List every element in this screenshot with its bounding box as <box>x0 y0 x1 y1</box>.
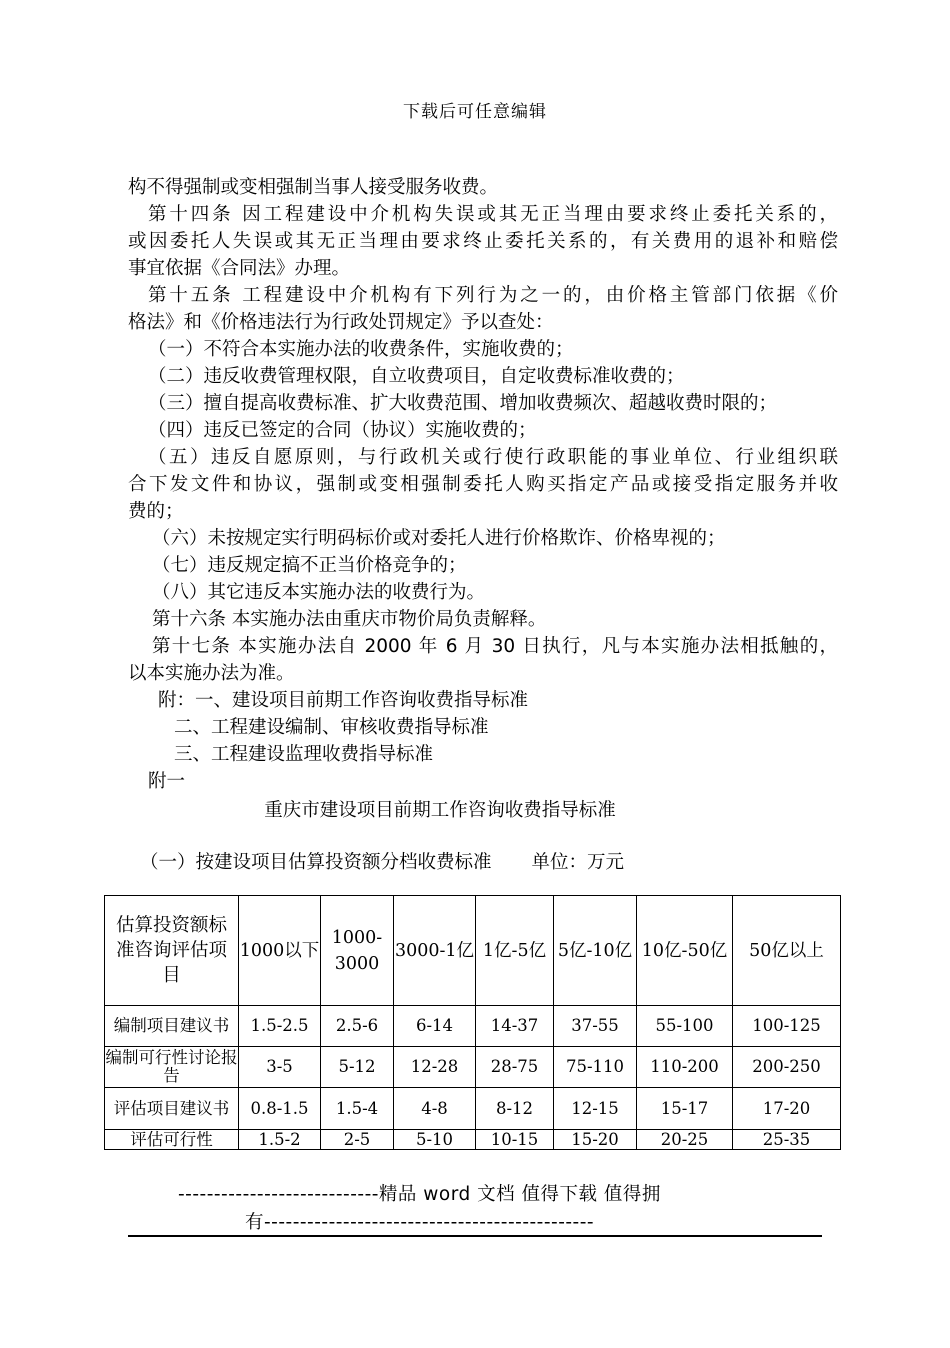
paragraph-line: 构不得强制或变相强制当事人接受服务收费。 <box>128 177 499 198</box>
row-label: 编制可行性讨论报告 <box>105 1047 239 1088</box>
page-header: 下载后可任意编辑 <box>403 102 547 122</box>
table-cell: 2-5 <box>321 1130 394 1150</box>
table-row <box>105 1088 841 1130</box>
column-header: 3000-1亿 <box>394 896 476 1006</box>
table-cell: 12-15 <box>554 1088 637 1130</box>
table-cell: 14-37 <box>476 1006 554 1047</box>
appendix-heading: 附一 <box>148 771 186 792</box>
table-cell: 28-75 <box>476 1047 554 1088</box>
table-header-row <box>105 896 841 1006</box>
paragraph-line: 合下发文件和协议，强制或变相强制委托人购买指定产品或接受指定服务并收 <box>128 474 838 495</box>
column-header: 1亿-5亿 <box>476 896 554 1006</box>
table-cell: 12-28 <box>394 1047 476 1088</box>
table-cell: 37-55 <box>554 1006 637 1047</box>
paragraph-line: 第十四条 因工程建设中介机构失误或其无正当理由要求终止委托关系的， <box>148 204 838 225</box>
paragraph-line: 费的； <box>128 501 184 522</box>
table-cell: 6-14 <box>394 1006 476 1047</box>
paragraph-line: 或因委托人失误或其无正当理由要求终止委托关系的，有关费用的退补和赔偿 <box>128 231 838 252</box>
table-cell: 1.5-4 <box>321 1088 394 1130</box>
paragraph-line: 第十五条 工程建设中介机构有下列行为之一的，由价格主管部门依据《价 <box>148 285 838 306</box>
table-corner-cell: 估算投资额标准咨询评估项目 <box>105 896 239 1006</box>
column-header: 1000-3000 <box>321 896 394 1006</box>
paragraph-line: （三）擅自提高收费标准、扩大收费范围、增加收费频次、超越收费时限的； <box>148 393 778 414</box>
table-row <box>105 1006 841 1047</box>
table-caption <box>140 848 624 874</box>
paragraph-line: （七）违反规定搞不正当价格竞争的； <box>152 555 467 576</box>
table-cell: 15-17 <box>637 1088 733 1130</box>
table-cell: 5-10 <box>394 1130 476 1150</box>
table-cell: 55-100 <box>637 1006 733 1047</box>
column-header: 5亿-10亿 <box>554 896 637 1006</box>
appendix-line: 三、工程建设监理收费指导标准 <box>174 744 434 765</box>
column-header: 50亿以上 <box>733 896 841 1006</box>
footer-rule <box>128 1235 822 1237</box>
paragraph-line: 以本实施办法为准。 <box>128 663 295 684</box>
column-header: 1000以下 <box>239 896 321 1006</box>
appendix-line: 二、工程建设编制、审核收费指导标准 <box>174 717 489 738</box>
table-unit: 单位：万元 <box>531 852 625 873</box>
table-cell: 8-12 <box>476 1088 554 1130</box>
table-cell: 0.8-1.5 <box>239 1088 321 1130</box>
table-cell: 100-125 <box>733 1006 841 1047</box>
footer-line-2: 有---------------------------------------------- <box>245 1212 595 1233</box>
paragraph-line: 第十六条 本实施办法由重庆市物价局负责解释。 <box>152 609 547 630</box>
table-row <box>105 1047 841 1088</box>
table-title: （一）按建设项目估算投资额分档收费标准 <box>140 852 492 873</box>
table-cell: 2.5-6 <box>321 1006 394 1047</box>
paragraph-line: （二）违反收费管理权限，自立收费项目，自定收费标准收费的； <box>148 366 685 387</box>
paragraph-line: （五）违反自愿原则，与行政机关或行使行政职能的事业单位、行业组织联 <box>148 447 838 468</box>
table-cell: 20-25 <box>637 1130 733 1150</box>
table-cell: 1.5-2.5 <box>239 1006 321 1047</box>
table-cell: 110-200 <box>637 1047 733 1088</box>
table-cell: 200-250 <box>733 1047 841 1088</box>
table-subtitle: 重庆市建设项目前期工作咨询收费指导标准 <box>264 800 616 821</box>
row-label: 评估可行性 <box>105 1130 239 1150</box>
paragraph-line: 第十七条 本实施办法自 2000 年 6 月 30 日执行，凡与本实施办法相抵触的， <box>152 636 838 657</box>
paragraph-line: （四）违反已签定的合同（协议）实施收费的； <box>148 420 537 441</box>
paragraph-line: （六）未按规定实行明码标价或对委托人进行价格欺诈、价格卑视的； <box>152 528 726 549</box>
table-cell: 75-110 <box>554 1047 637 1088</box>
row-label: 编制项目建议书 <box>105 1006 239 1047</box>
paragraph-line: （八）其它违反本实施办法的收费行为。 <box>152 582 486 603</box>
paragraph-line: 格法》和《价格违法行为行政处罚规定》予以查处： <box>128 312 554 333</box>
column-header: 10亿-50亿 <box>637 896 733 1006</box>
paragraph-line: （一）不符合本实施办法的收费条件，实施收费的； <box>148 339 574 360</box>
table-cell: 25-35 <box>733 1130 841 1150</box>
table-cell: 4-8 <box>394 1088 476 1130</box>
footer-line-1: ----------------------------精品 word 文档 值得下载 值得拥 <box>178 1184 661 1205</box>
fee-table <box>104 895 841 1150</box>
table-cell: 3-5 <box>239 1047 321 1088</box>
table-cell: 17-20 <box>733 1088 841 1130</box>
row-label: 评估项目建议书 <box>105 1088 239 1130</box>
table-row <box>105 1130 841 1150</box>
paragraph-line: 事宜依据《合同法》办理。 <box>128 258 351 279</box>
table-cell: 10-15 <box>476 1130 554 1150</box>
document-body <box>128 174 838 795</box>
table-cell: 15-20 <box>554 1130 637 1150</box>
appendix-line: 附：一、建设项目前期工作咨询收费指导标准 <box>158 690 529 711</box>
table-cell: 5-12 <box>321 1047 394 1088</box>
table-cell: 1.5-2 <box>239 1130 321 1150</box>
